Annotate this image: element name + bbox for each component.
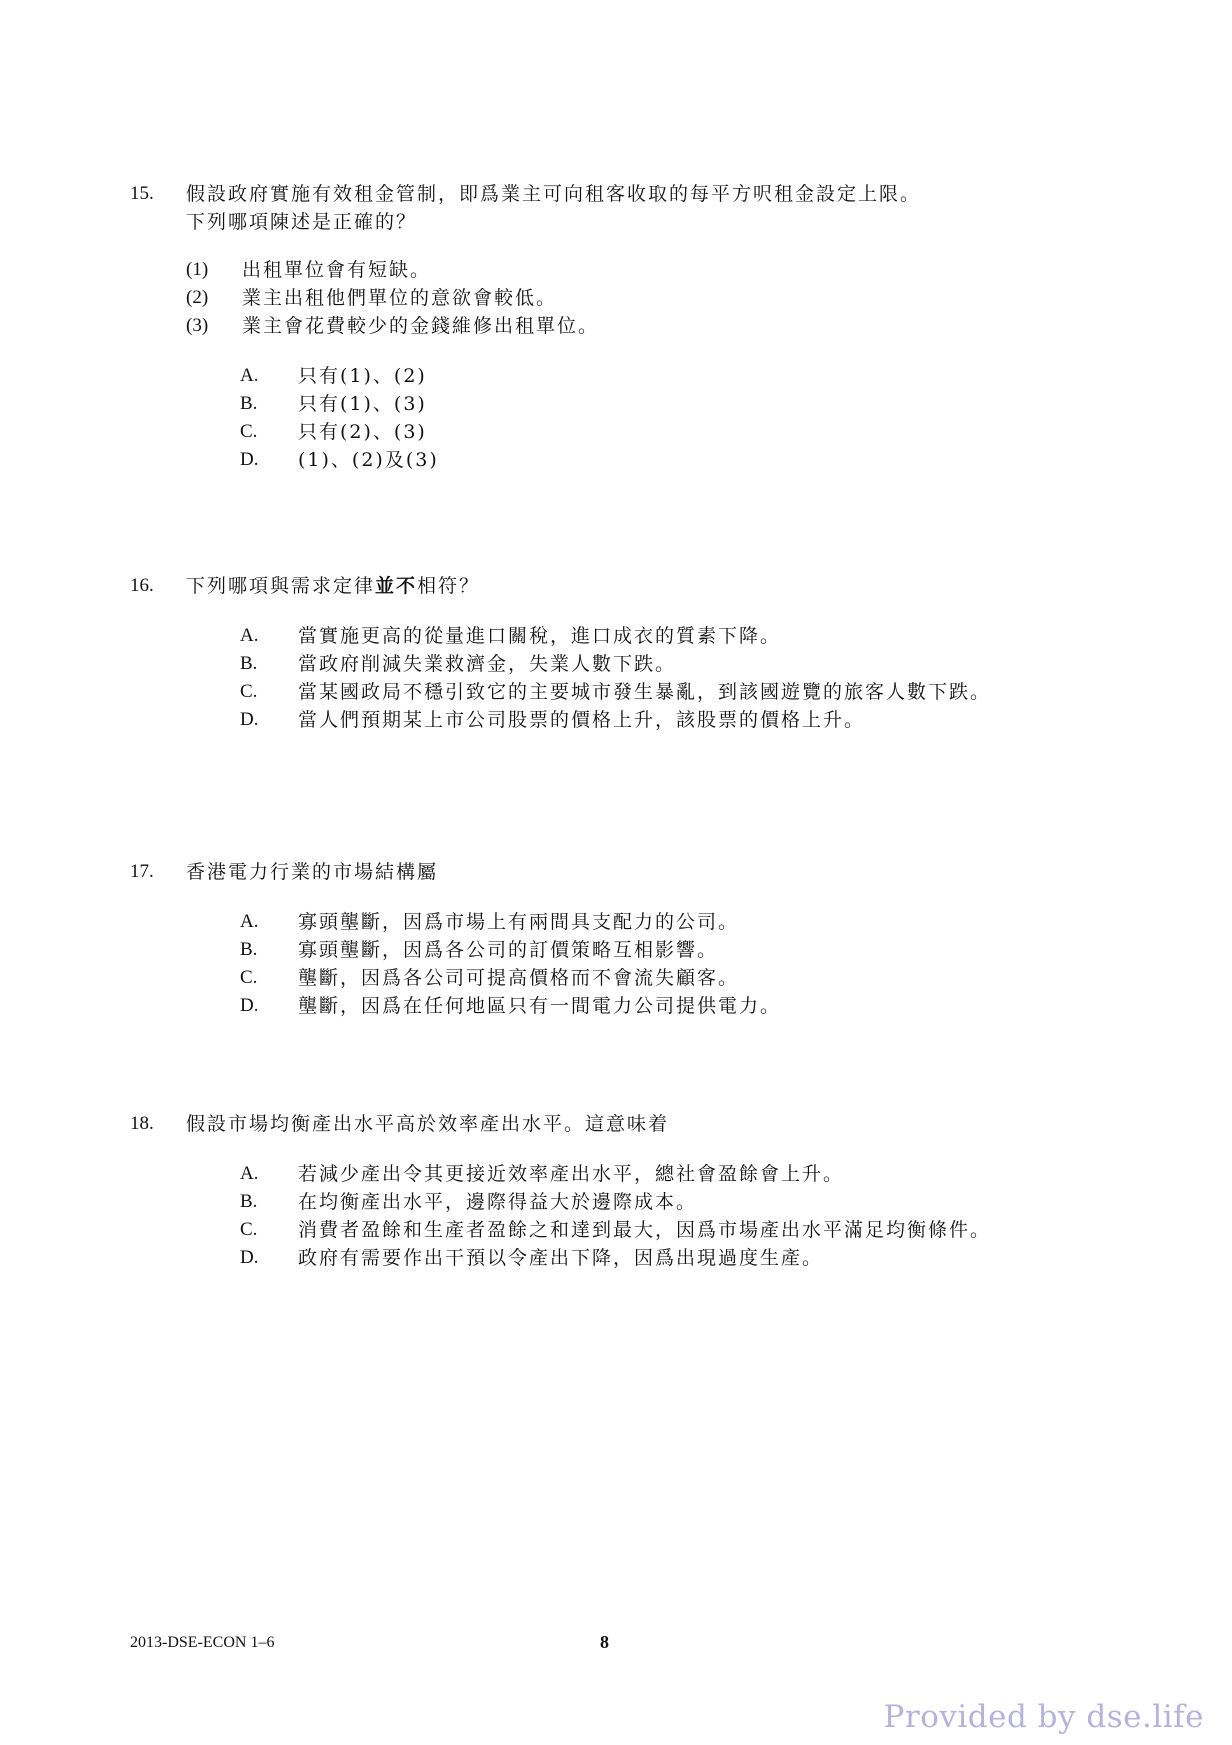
option-text: 當某國政局不穩引致它的主要城市發生暴亂，到該國遊覽的旅客人數下跌。 — [298, 681, 992, 703]
statement-number: (3) — [186, 315, 209, 336]
option-letter: D. — [240, 709, 259, 730]
option-a — [240, 362, 1090, 390]
option-text: 壟斷，因爲在任何地區只有一間電力公司提供電力。 — [298, 995, 782, 1017]
option-letter: B. — [240, 1191, 258, 1212]
option-c — [240, 678, 1090, 706]
option-letter: C. — [240, 967, 258, 988]
statement-number: (1) — [186, 259, 209, 280]
question-number: 18. — [130, 1113, 154, 1134]
option-list — [240, 362, 1090, 474]
question-16 — [130, 572, 1090, 734]
question-stem — [186, 572, 480, 600]
option-letter: A. — [240, 1163, 259, 1184]
option-letter: C. — [240, 1219, 258, 1240]
option-b — [240, 936, 1090, 964]
option-text: 壟斷，因爲各公司可提高價格而不會流失顧客。 — [298, 967, 740, 989]
option-text: 寡頭壟斷，因爲市場上有兩間具支配力的公司。 — [298, 911, 740, 933]
option-letter: D. — [240, 1247, 259, 1268]
option-d — [240, 992, 1090, 1020]
question-number: 15. — [130, 183, 154, 204]
option-letter: A. — [240, 365, 259, 386]
option-letter: A. — [240, 911, 259, 932]
option-text: 當政府削減失業救濟金，失業人數下跌。 — [298, 653, 677, 675]
option-letter: B. — [240, 939, 258, 960]
watermark: Provided by dse.life — [883, 1699, 1204, 1735]
option-text: 當人們預期某上市公司股票的價格上升，該股票的價格上升。 — [298, 709, 866, 731]
option-list — [240, 1160, 1090, 1272]
option-letter: D. — [240, 995, 259, 1016]
option-list — [240, 908, 1090, 1020]
question-18 — [130, 1110, 1090, 1272]
question-17 — [130, 858, 1090, 1020]
question-stem: 假設市場均衡產出水平高於效率產出水平。這意味着 — [186, 1113, 670, 1135]
option-b — [240, 390, 1090, 418]
statement-text: 業主出租他們單位的意欲會較低。 — [242, 287, 558, 309]
option-b — [240, 1188, 1090, 1216]
option-text: 當實施更高的從量進口關稅，進口成衣的質素下降。 — [298, 625, 782, 647]
option-a — [240, 622, 1090, 650]
option-a — [240, 1160, 1090, 1188]
statement-text: 業主會花費較少的金錢維修出租單位。 — [242, 315, 600, 337]
option-c — [240, 418, 1090, 446]
statement-item — [186, 256, 1090, 284]
option-letter: D. — [240, 449, 259, 470]
option-letter: B. — [240, 653, 258, 674]
option-letter: C. — [240, 421, 258, 442]
option-d — [240, 446, 1090, 474]
question-15 — [130, 180, 1090, 474]
statement-item — [186, 284, 1090, 312]
option-text: 寡頭壟斷，因爲各公司的訂價策略互相影響。 — [298, 939, 719, 961]
question-number: 16. — [130, 575, 154, 596]
statement-text: 出租單位會有短缺。 — [242, 259, 432, 281]
option-text: 在均衡產出水平，邊際得益大於邊際成本。 — [298, 1191, 698, 1213]
option-b — [240, 650, 1090, 678]
option-text: 政府有需要作出干預以令產出下降，因爲出現過度生產。 — [298, 1247, 824, 1269]
question-stem-after: 相符？ — [417, 575, 481, 597]
option-c — [240, 964, 1090, 992]
option-text: 消費者盈餘和生產者盈餘之和達到最大，因爲市場產出水平滿足均衡條件。 — [298, 1219, 992, 1241]
question-stem-line-2: 下列哪項陳述是正確的？ — [186, 211, 418, 233]
question-number: 17. — [130, 861, 154, 882]
option-text: 只有(1)、(2) — [298, 365, 427, 387]
statement-number: (2) — [186, 287, 209, 308]
option-text: (1)、(2)及(3) — [298, 449, 439, 471]
option-letter: A. — [240, 625, 259, 646]
option-text: 若減少產出令其更接近效率產出水平，總社會盈餘會上升。 — [298, 1163, 845, 1185]
question-stem-before: 下列哪項與需求定律 — [186, 575, 376, 597]
option-text: 只有(2)、(3) — [298, 421, 427, 443]
statement-list — [186, 256, 1090, 340]
question-stem-line-1: 假設政府實施有效租金管制，即爲業主可向租客收取的每平方呎租金設定上限。 — [186, 183, 922, 205]
option-text: 只有(1)、(3) — [298, 393, 427, 415]
option-letter: B. — [240, 393, 258, 414]
question-stem: 香港電力行業的市場結構屬 — [186, 861, 439, 883]
option-c — [240, 1216, 1090, 1244]
question-stem-emphasis: 並不 — [375, 575, 418, 597]
statement-item — [186, 312, 1090, 340]
exam-code: 2013-DSE-ECON 1–6 — [130, 1634, 275, 1651]
option-letter: C. — [240, 681, 258, 702]
option-d — [240, 1244, 1090, 1272]
option-list — [240, 622, 1090, 734]
option-d — [240, 706, 1090, 734]
page-number: 8 — [600, 1632, 609, 1652]
option-a — [240, 908, 1090, 936]
